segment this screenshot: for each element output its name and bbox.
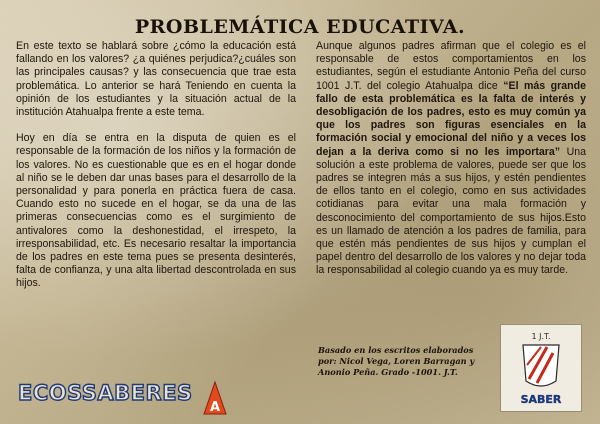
logo-left-text: ECOSSABERES <box>18 381 193 405</box>
credit-line: Anonio Peña. Grado -1001. J.T. <box>318 367 458 377</box>
school-crest-logo <box>500 324 582 412</box>
left-column <box>16 40 296 304</box>
logo-accent-letter: A <box>209 400 221 415</box>
credit-line: Basado en los escritos elaborados <box>318 345 474 355</box>
credit-line: por: Nicol Vega, Loren Barragan y <box>318 356 475 366</box>
page-title: PROBLEMÁTICA EDUCATIVA. <box>134 16 466 38</box>
intro-paragraph: En este texto se hablará sobre ¿cómo la educación está fallando en los valores? ¿a quiénes perjudica?¿cuáles son las principales causas? y las consecuencia que trae esta problemática. Lo anterior se hará Teniendo en cuenta la opinión de los estudiantes y la situación actual de la institución Atahualpa frente a este tema. <box>16 40 296 119</box>
crest-shield-icon <box>523 345 559 386</box>
right-intro-text: Aunque algunos padres afirman que el colegio es el responsable de estos comportamientos en los estudiantes, según el estudiante Antonio Peña del curso 1001 J.T. del colegio Atahualpa dice <box>316 40 586 92</box>
crest-top-text: 1 J.T. <box>531 332 551 341</box>
right-rest-text: Una solución a este problema de valores, puede ser que los padres se integren más a sus hijos, y estén pendientes de ellos tanto en el colegio, como en sus actividades cotidianas para evitar una mala formación y desconocimiento del comportamiento de sus hijos.Esto es un llamado de atención a los padres de familia, para que estén más pendientes de sus hijos y cumplan el papel dentro del desarrollo de los valores y no dejar toda la responsabilidad al colegio cuando ya es muy tarde. <box>316 145 586 277</box>
crest-bottom-text: SABER <box>520 393 562 406</box>
credit-note <box>318 345 488 378</box>
student-quote: “El más grande fallo de esta problemática es la falta de interés y desobligación de los padres, esto es muy común ya que los padres son figuras esenciales en la formación social y emocional del niño y a veces los dejan a la deriva como si no les importara” <box>316 79 586 158</box>
body-paragraph: Hoy en día se entra en la disputa de quien es el responsable de la formación de los niños y la formación de los valores. No es cuestionable que es en el hogar donde al niño se le deben dar unas bases para el desarrollo de la personalidad y para ponerla en práctica fuera de casa. Cuando esto no sucede en el hogar, se da una de las primeras consecuencias como es el surgimiento de antivalores como la deshonestidad, el irrespeto, la irresponsabilidad, etc. Es necesario resaltar la importancia de los padres en este tema pues se presenta desinterés, falta de confianza, y una alta libertad descontrolada en sus hijos. <box>16 132 296 290</box>
right-column <box>316 40 586 278</box>
right-paragraph <box>316 40 586 278</box>
ecossaberes-logo <box>14 370 234 420</box>
